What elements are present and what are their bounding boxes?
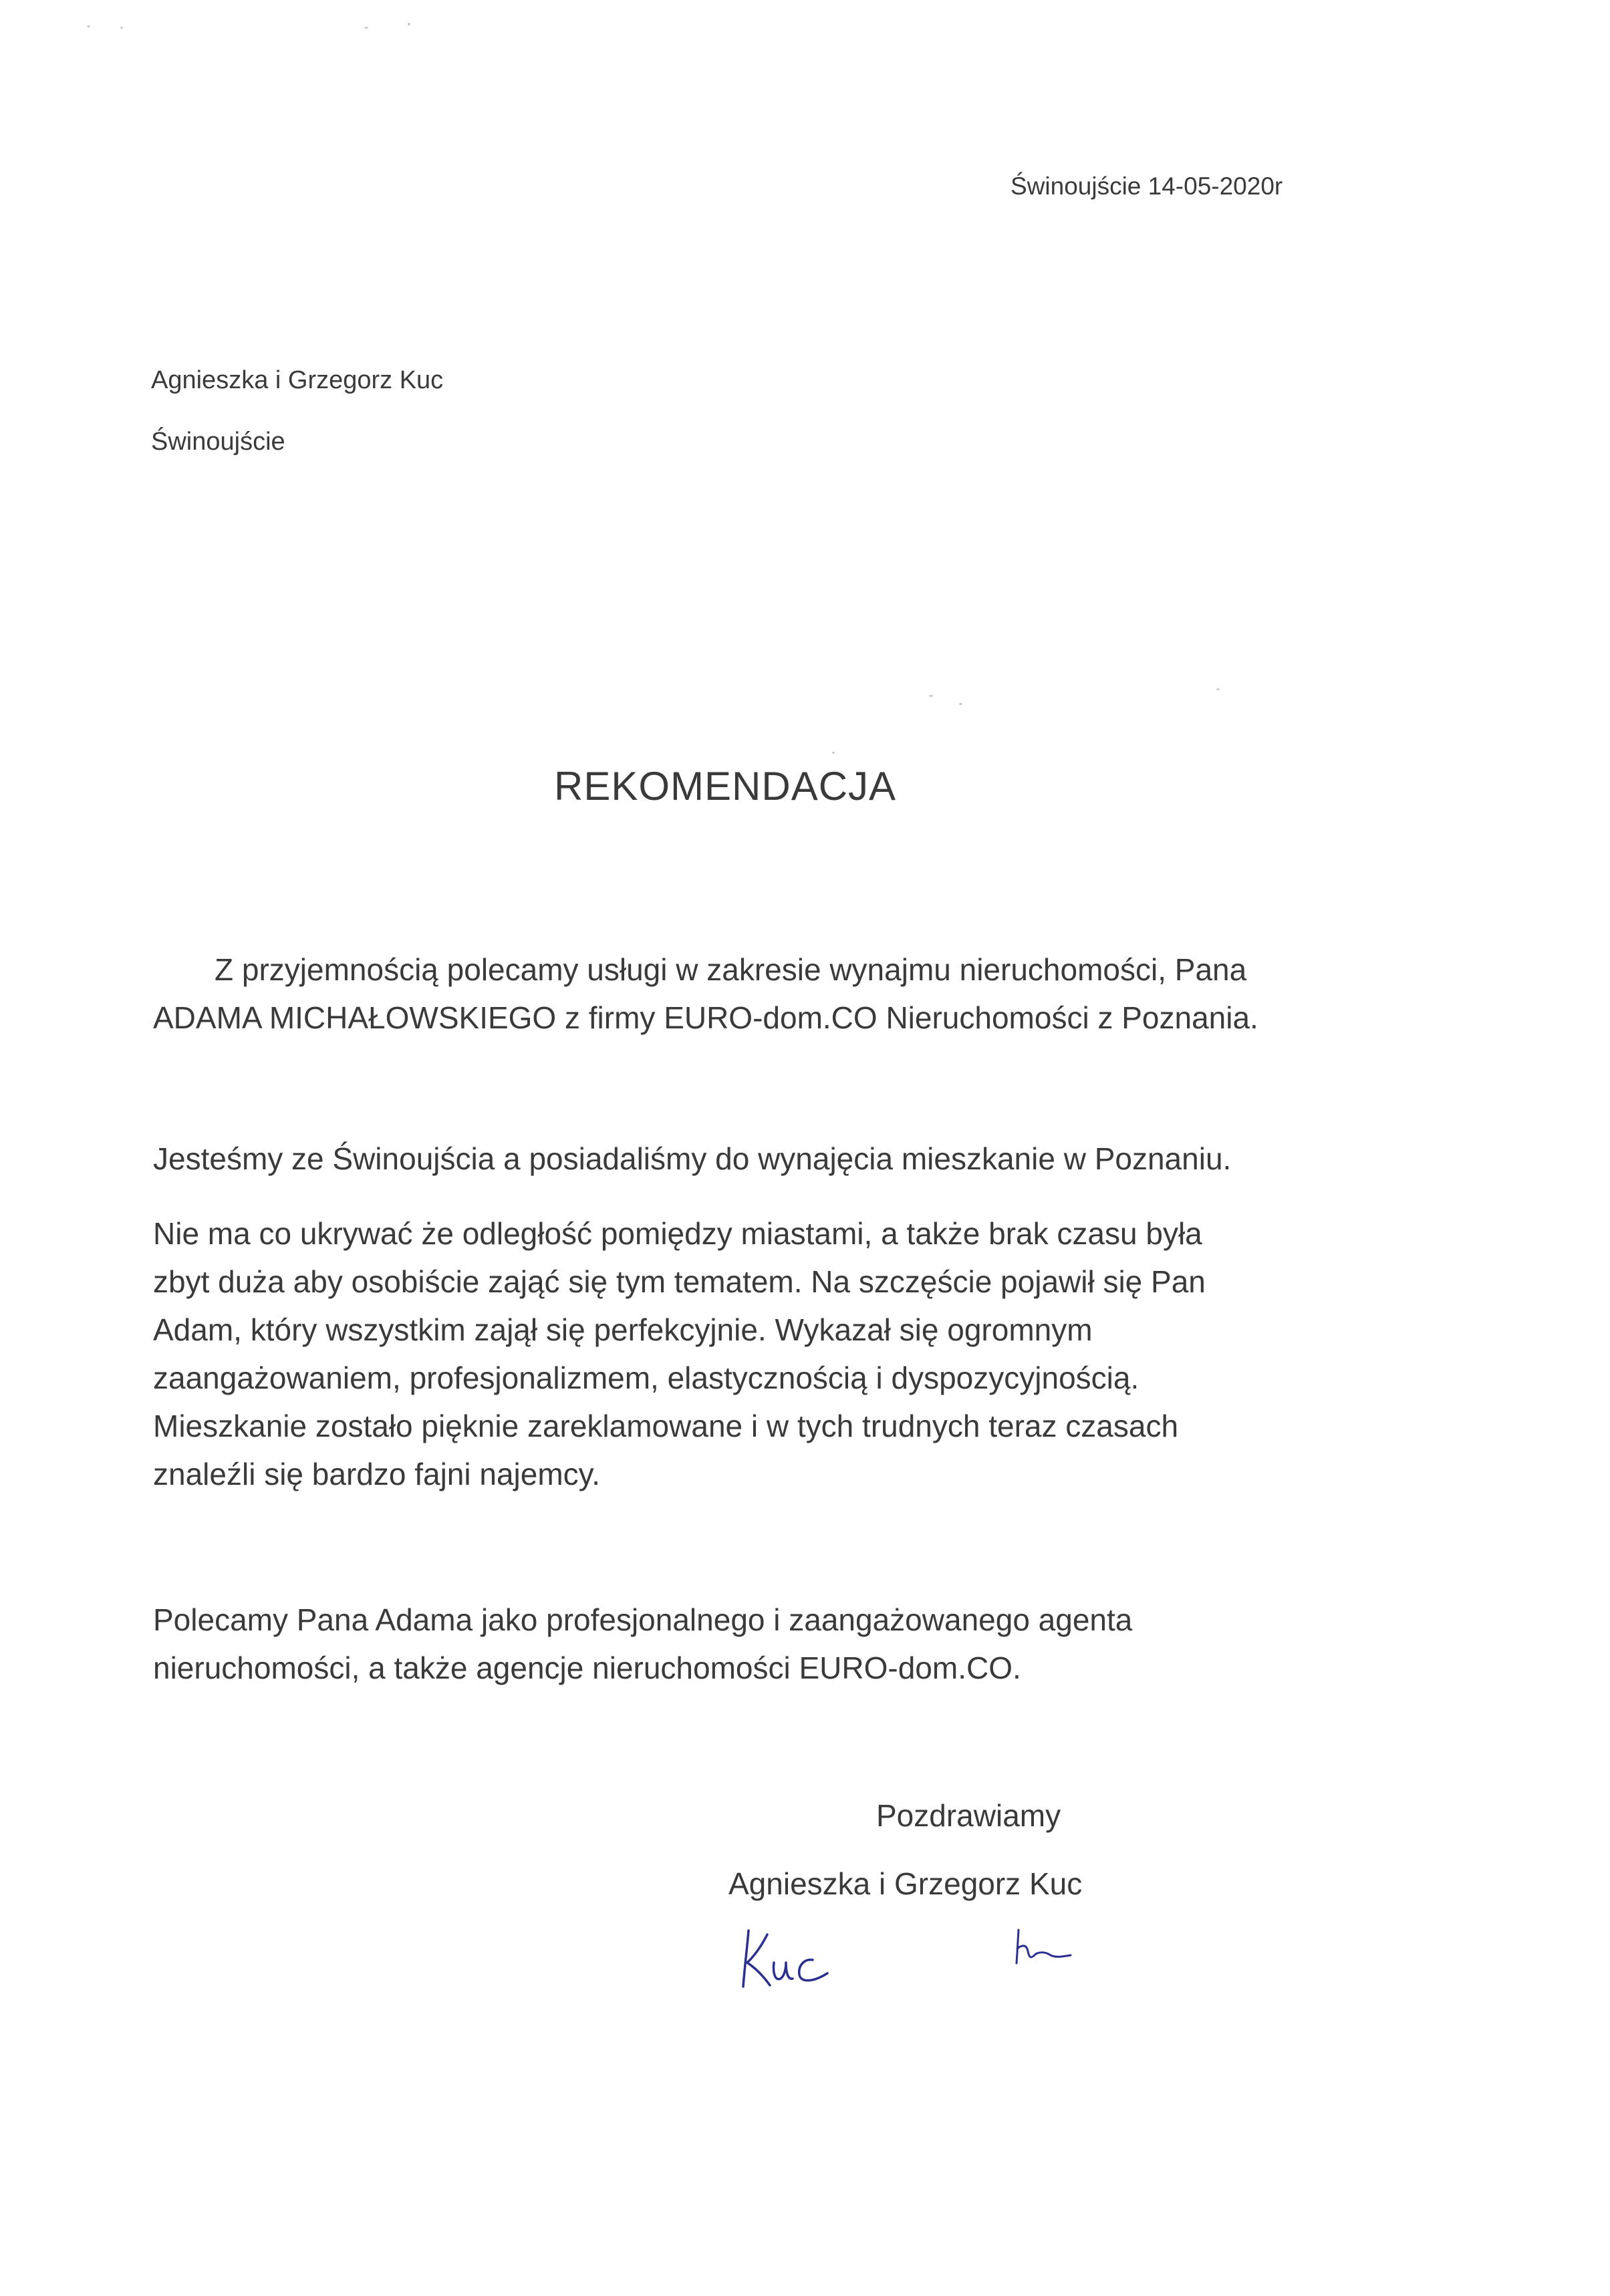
paragraph-line: nieruchomości, a także agencje nieruchomości EURO-dom.CO. [153, 1651, 1021, 1685]
sender-name: Agnieszka i Grzegorz Kuc [151, 366, 444, 394]
paragraph-line: Jesteśmy ze Świnoujścia a posiadaliśmy do wynajęcia mieszkanie w Poznaniu. [153, 1141, 1232, 1176]
scan-artifact [1216, 688, 1220, 690]
scan-artifact [364, 27, 368, 29]
paragraph-line: Z przyjemnością polecamy usługi w zakresie wynajmu nieruchomości, Pana [215, 952, 1247, 987]
paragraph-line: Adam, który wszystkim zajął się perfekcyjnie. Wykazał się ogromnym [153, 1312, 1093, 1347]
signature-ku [1009, 1924, 1076, 1971]
paragraph-conclusion [153, 1596, 1396, 1692]
scan-artifact [120, 27, 123, 29]
scan-artifact [408, 23, 410, 25]
letter-title: REKOMENDACJA [554, 764, 897, 809]
scan-artifact [87, 25, 90, 27]
scan-artifact [832, 752, 835, 754]
paragraph-recommendation-intro [153, 946, 1396, 1042]
paragraph-line: zaangażowaniem, profesjonalizmem, elastycznością i dyspozycyjnością. [153, 1360, 1139, 1395]
paragraph-line: Nie ma co ukrywać że odległość pomiędzy miastami, a także brak czasu była [153, 1216, 1202, 1251]
scan-artifact [929, 695, 933, 697]
paragraph-origin [153, 1135, 1396, 1183]
paragraph-details [153, 1209, 1396, 1498]
sender-city: Świnoujście [151, 428, 285, 456]
signature-kuc [734, 1921, 834, 1995]
paragraph-line: zbyt duża aby osobiście zająć się tym tematem. Na szczęście pojawił się Pan [153, 1264, 1206, 1299]
paragraph-line: znaleźli się bardzo fajni najemcy. [153, 1457, 601, 1491]
closing-greeting: Pozdrawiamy [876, 1798, 1061, 1833]
letter-date: Świnoujście 14-05-2020r [1011, 172, 1283, 200]
paragraph-line: ADAMA MICHAŁOWSKIEGO z firmy EURO-dom.CO Nieruchomości z Poznania. [153, 1000, 1258, 1035]
scan-artifact [959, 703, 962, 705]
closing-names: Agnieszka i Grzegorz Kuc [728, 1866, 1083, 1901]
paragraph-line: Polecamy Pana Adama jako profesjonalnego i zaangażowanego agenta [153, 1602, 1133, 1637]
paragraph-line: Mieszkanie zostało pięknie zareklamowane i w tych trudnych teraz czasach [153, 1409, 1179, 1443]
